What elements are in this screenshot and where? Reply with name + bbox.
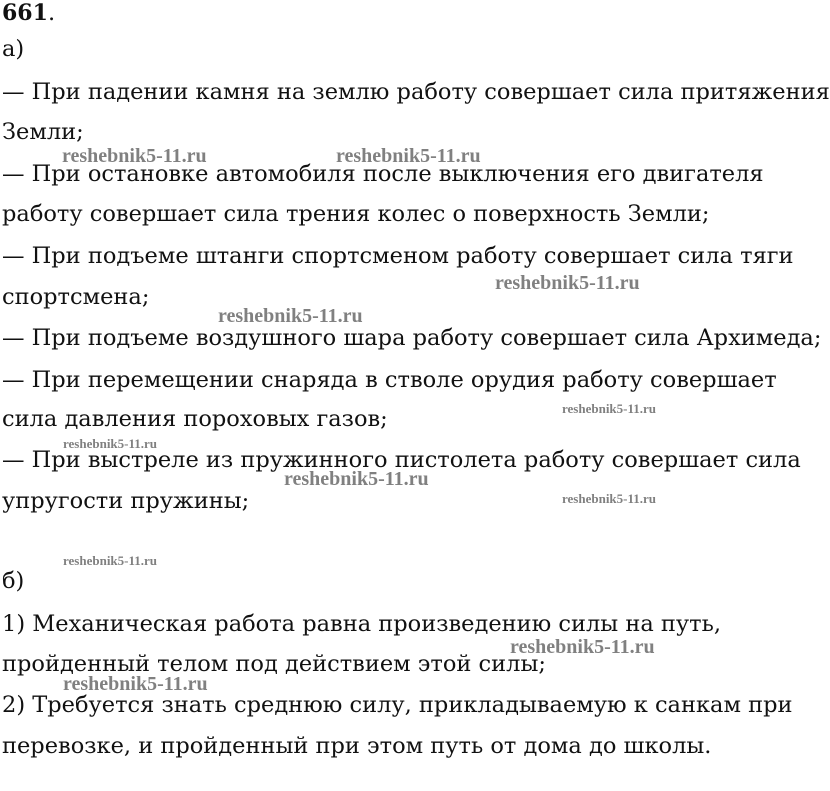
part-a-line: — При остановке автомобиля после выключения его двигателя	[2, 161, 764, 187]
part-a-line: работу совершает сила трения колес о поверхность Земли;	[2, 201, 710, 227]
part-a-line: — При падении камня на землю работу совершает сила притяжения	[2, 79, 830, 105]
part-a-label: а)	[2, 36, 25, 62]
watermark: reshebnik5-11.ru	[562, 491, 657, 506]
part-a-line: спортсмена;	[2, 284, 150, 310]
part-a-line: — При подъеме воздушного шара работу совершает сила Архимеда;	[2, 325, 822, 351]
watermark: reshebnik5-11.ru	[336, 145, 481, 167]
watermark: reshebnik5-11.ru	[510, 636, 655, 658]
problem-number-value: 661	[2, 0, 48, 26]
watermark: reshebnik5-11.ru	[63, 553, 158, 568]
part-a-line: — При подъеме штанги спортсменом работу совершает сила тяги	[2, 243, 794, 269]
part-a-line: сила давления пороховых газов;	[2, 406, 388, 432]
watermark: reshebnik5-11.ru	[284, 468, 429, 490]
part-b-line: пройденный телом под действием этой силы;	[2, 651, 546, 677]
watermark: reshebnik5-11.ru	[63, 673, 208, 695]
part-a-line: Земли;	[2, 119, 84, 145]
part-b-line: 2) Требуется знать среднюю силу, прикладываемую к санкам при	[2, 692, 793, 718]
watermark: reshebnik5-11.ru	[218, 305, 363, 327]
problem-number-suffix: .	[47, 0, 56, 26]
problem-number	[2, 0, 55, 27]
part-a-line: — При перемещении снаряда в стволе орудия работу совершает	[2, 367, 777, 393]
watermark: reshebnik5-11.ru	[62, 145, 207, 167]
part-b-label: б)	[2, 568, 25, 594]
part-b-line: перевозке, и пройденный при этом путь от дома до школы.	[2, 733, 712, 759]
watermark: reshebnik5-11.ru	[63, 436, 158, 451]
watermark: reshebnik5-11.ru	[495, 272, 640, 294]
part-b-line: 1) Механическая работа равна произведению силы на путь,	[2, 611, 721, 637]
watermark: reshebnik5-11.ru	[562, 401, 657, 416]
part-a-line: — При выстреле из пружинного пистолета работу совершает сила	[2, 447, 801, 473]
part-a-line: упругости пружины;	[2, 488, 250, 514]
